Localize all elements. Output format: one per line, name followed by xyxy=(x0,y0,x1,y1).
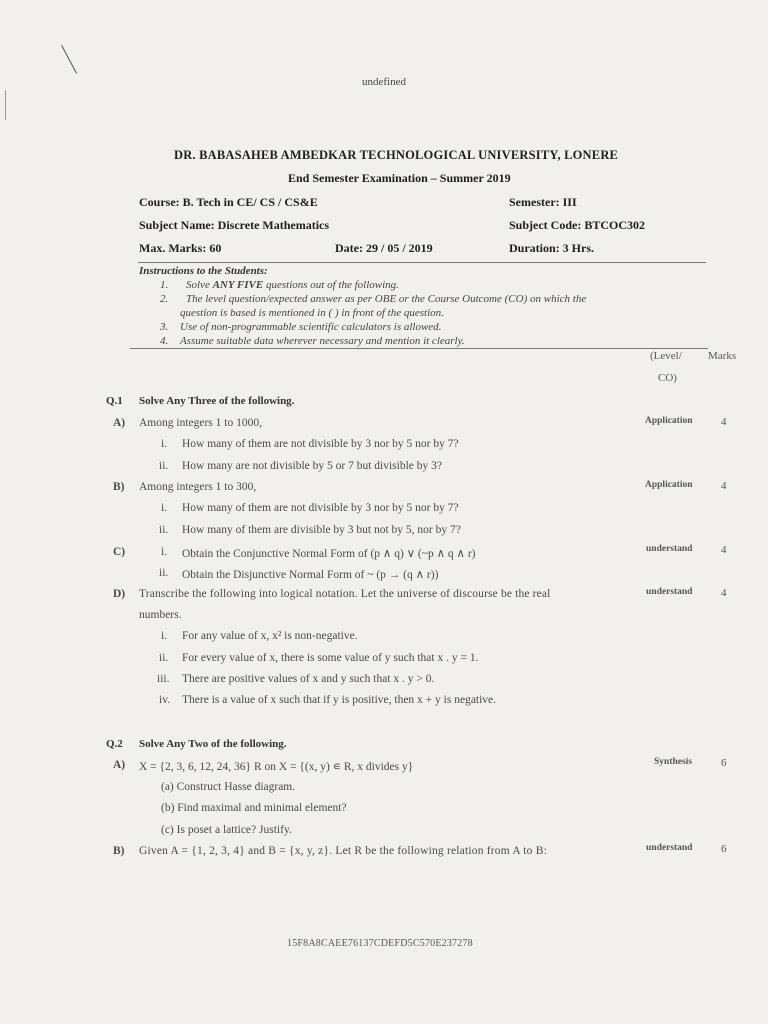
divider xyxy=(138,262,706,263)
level-tag: understand xyxy=(646,843,693,853)
sub-text: For every value of x, there is some value of y such that x . y = 1. xyxy=(182,652,479,664)
university-title: DR. BABASAHEB AMBEDKAR TECHNOLOGICAL UNIVERSITY, LONERE xyxy=(174,148,619,162)
course: Course: B. Tech in CE/ CS / CS&E xyxy=(139,195,318,209)
part-label: D) xyxy=(113,588,126,600)
part-text: Among integers 1 to 1000, xyxy=(139,417,262,429)
sub-num: i. xyxy=(161,546,168,558)
max-marks: Max. Marks: 60 xyxy=(139,241,222,255)
duration: Duration: 3 Hrs. xyxy=(509,241,594,255)
marks: 4 xyxy=(721,416,727,428)
subject-code: Subject Code: BTCOC302 xyxy=(509,218,646,232)
instruction-item: Assume suitable data wherever necessary and mention it clearly. xyxy=(180,335,465,347)
instruction-item: The level question/expected answer as per OBE or the Course Outcome (CO) on which the xyxy=(186,293,587,305)
question-number: Q.2 xyxy=(106,738,123,750)
instruction-item: Solve ANY FIVE questions out of the following. xyxy=(186,279,399,291)
part-label: C) xyxy=(113,546,126,558)
instruction-num: 4. xyxy=(160,335,169,347)
sub-num: i. xyxy=(161,630,168,642)
footer-code: 15F8A8CAEE76137CDEFD5C570E237278 xyxy=(287,938,473,949)
subject-name: Subject Name: Discrete Mathematics xyxy=(139,218,330,232)
level-tag: understand xyxy=(646,544,693,554)
exam-date: Date: 29 / 05 / 2019 xyxy=(335,241,433,255)
sub-num: iii. xyxy=(157,673,170,685)
scan-edge-mark xyxy=(5,90,14,120)
sub-text: For any value of x, x² is non-negative. xyxy=(182,630,358,642)
sub-num: ii. xyxy=(159,460,169,472)
col-level-header: (Level/ xyxy=(650,350,682,362)
part-text: Given A = {1, 2, 3, 4} and B = {x, y, z}. Let R be the following relation from A to B: xyxy=(139,845,547,857)
sub-text: How many of them are not divisible by 3 nor by 5 nor by 7? xyxy=(182,438,459,450)
marks: 6 xyxy=(721,843,727,855)
instruction-num: 2. xyxy=(160,293,169,305)
sub-text: (a) Construct Hasse diagram. xyxy=(161,781,296,793)
level-tag: Synthesis xyxy=(654,757,693,767)
sub-text: Obtain the Conjunctive Normal Form of (p ∧ q) ∨ (~p ∧ q ∧ r) xyxy=(182,548,476,560)
level-tag: understand xyxy=(646,587,693,597)
sub-text: There are positive values of x and y such that x . y > 0. xyxy=(182,673,435,685)
sub-num: ii. xyxy=(159,652,169,664)
sub-num: i. xyxy=(161,502,168,514)
part-label: B) xyxy=(113,481,125,493)
marks: 4 xyxy=(721,544,727,556)
sub-num: ii. xyxy=(159,567,169,579)
sub-text: How many are not divisible by 5 or 7 but divisible by 3? xyxy=(182,460,442,472)
marks: 4 xyxy=(721,480,727,492)
part-label: A) xyxy=(113,759,126,771)
level-tag: Application xyxy=(645,416,693,426)
divider xyxy=(130,348,708,349)
sub-text: There is a value of x such that if y is positive, then x + y is negative. xyxy=(182,694,497,706)
part-text: numbers. xyxy=(139,609,182,621)
marks: 4 xyxy=(721,587,727,599)
scan-mark xyxy=(61,45,77,74)
instruction-num: 1. xyxy=(160,279,169,291)
marks: 6 xyxy=(721,757,727,769)
part-label: B) xyxy=(113,845,125,857)
level-tag: Application xyxy=(645,480,693,490)
part-text: X = {2, 3, 6, 12, 24, 36} R on X = {(x, y) ∊ R, x divides y} xyxy=(139,761,414,773)
top-label: undefined xyxy=(362,76,406,88)
sub-text: Obtain the Disjunctive Normal Form of ~ (p → (q ∧ r)) xyxy=(182,569,439,581)
sub-text: How many of them are not divisible by 3 nor by 5 nor by 7? xyxy=(182,502,459,514)
col-level-header-2: CO) xyxy=(658,372,677,384)
instruction-num: 3. xyxy=(160,321,169,333)
exam-title: End Semester Examination – Summer 2019 xyxy=(288,171,511,185)
instruction-item: Use of non-programmable scientific calculators is allowed. xyxy=(180,321,442,333)
part-label: A) xyxy=(113,417,126,429)
instructions-title: Instructions to the Students: xyxy=(139,265,268,277)
question-number: Q.1 xyxy=(106,395,123,407)
instruction-item: question is based is mentioned in ( ) in front of the question. xyxy=(180,307,444,319)
sub-text: (b) Find maximal and minimal element? xyxy=(161,802,347,814)
sub-num: ii. xyxy=(159,524,169,536)
part-text: Among integers 1 to 300, xyxy=(139,481,257,493)
sub-num: iv. xyxy=(159,694,171,706)
sub-text: How many of them are divisible by 3 but not by 5, nor by 7? xyxy=(182,524,461,536)
sub-text: (c) Is poset a lattice? Justify. xyxy=(161,824,292,836)
part-text: Transcribe the following into logical notation. Let the universe of discourse be the real xyxy=(139,588,551,600)
semester: Semester: III xyxy=(509,195,577,209)
question-title: Solve Any Three of the following. xyxy=(139,395,295,407)
sub-num: i. xyxy=(161,438,168,450)
col-marks-header: Marks xyxy=(708,350,737,362)
question-title: Solve Any Two of the following. xyxy=(139,738,287,750)
